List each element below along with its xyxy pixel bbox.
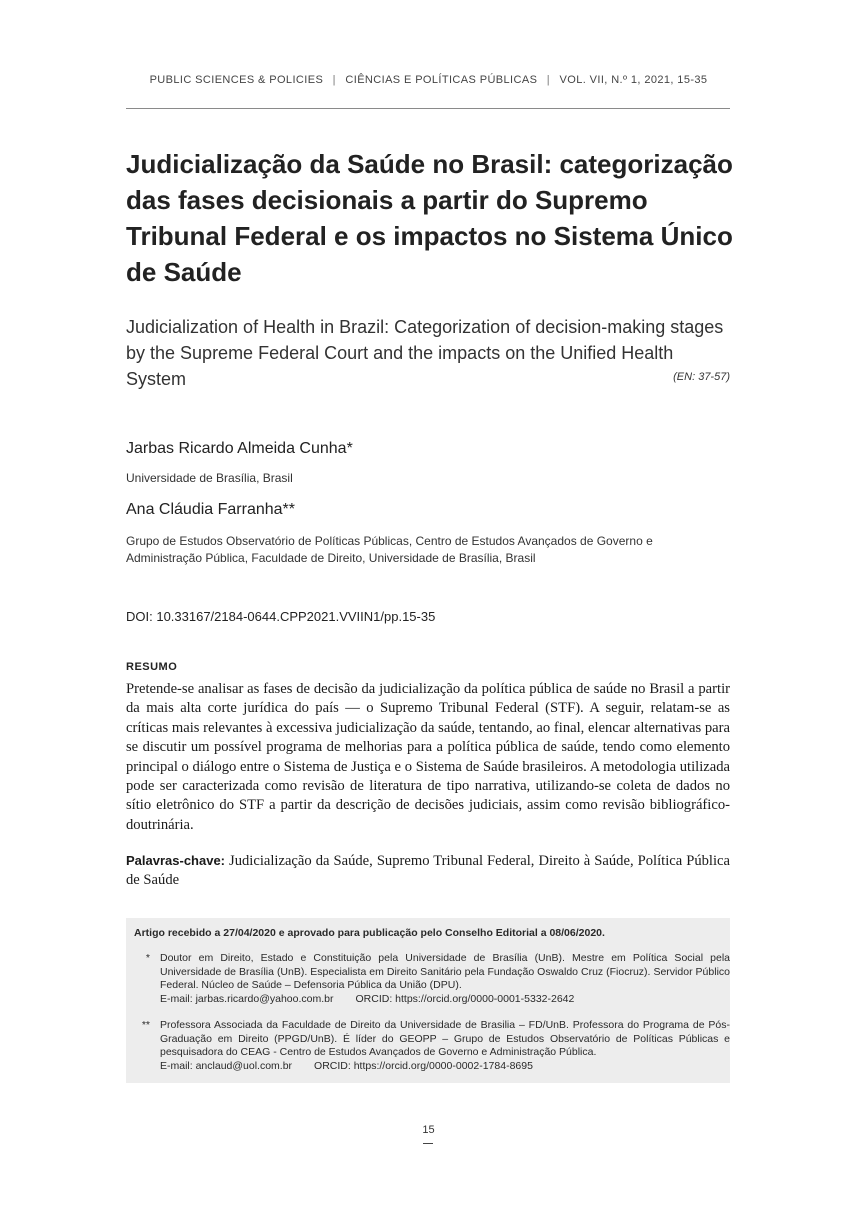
footnote-orcid[interactable]: ORCID: https://orcid.org/0000-0002-1784-8695 xyxy=(314,1059,533,1072)
running-header xyxy=(0,74,857,86)
header-separator: | xyxy=(546,74,551,86)
journal-name-pt: CIÊNCIAS E POLÍTICAS PÚBLICAS xyxy=(345,74,538,86)
journal-name-en: PUBLIC SCIENCES & POLICIES xyxy=(149,74,324,86)
author-affiliation-1: Universidade de Brasília, Brasil xyxy=(126,471,293,485)
volume-info: VOL. VII, N.º 1, 2021, 15-35 xyxy=(559,74,708,86)
header-separator: | xyxy=(332,74,336,86)
footnote-email[interactable]: E-mail: anclaud@uol.com.br xyxy=(160,1059,293,1072)
footnote-orcid[interactable]: ORCID: https://orcid.org/0000-0001-5332-2642 xyxy=(355,992,575,1005)
received-note: Artigo recebido a 27/04/2020 e aprovado para publicação pelo Conselho Editorial a 08/06/2020. xyxy=(134,927,605,939)
doi[interactable]: DOI: 10.33167/2184-0644.CPP2021.VVIIN1/pp.15-35 xyxy=(126,609,436,624)
abstract-body: Pretende-se analisar as fases de decisão da judicialização da política pública de saúde no Brasil a partir da mais alta corte jurídica do país — o Supremo Tribunal Federal (STF). A seguir, relatam-se as críticas mais relevantes à excessiva judicialização da saúde, tentando, ao final, elencar alternativas para se discutir um possível programa de melhorias para a política pública de saúde, tendo como elemento principal o diálogo entre o Sistema de Justiça e o Sistema de Saúde brasileiros. A metodologia utilizada pode ser caracterizada como revisão de literatura de tipo narrativa, utilizando-se coleta de dados no sítio eletrônico do STF a partir da descrição de decisões judiciais, assim como revisão bibliográfico-doutrinária. xyxy=(126,681,730,833)
page-number-rule xyxy=(423,1143,433,1144)
footnote-box xyxy=(126,918,730,1083)
english-version-pages: (EN: 37-57) xyxy=(673,371,730,383)
article-title-en: Judicialization of Health in Brazil: Categorization of decision-making stages by the Supreme Federal Court and the impacts on the Unified Health System xyxy=(126,317,724,389)
footnote-mark: ** xyxy=(141,1019,150,1031)
footnote-text: Professora Associada da Faculdade de Direito da Universidade de Brasilia – FD/UnB. Professora do Programa de Pós-Graduação em Direito (PPGD/UnB). É líder do GEOPP – Grupo de Estudos Observatório de Políticas Públicas e pesquisadora do CEAG - Centro de Estudos Avançados de Governo e Administração Pública. xyxy=(160,1019,730,1059)
keywords xyxy=(126,851,730,891)
author-name-1: Jarbas Ricardo Almeida Cunha* xyxy=(126,440,353,457)
keywords-label: Palavras-chave: xyxy=(126,853,226,868)
header-rule xyxy=(126,108,730,109)
footnote-text: Doutor em Direito, Estado e Constituição pela Universidade de Brasília (UnB). Mestre em Política Social pela Universidade de Brasília (UnB). Especialista em Direito Sanitário pela Fundação Oswaldo Cruz (Fiocruz). Servidor Público Federal. Núcleo de Saúde – Defensoria Pública da União (DPU). xyxy=(160,952,730,992)
page-number: 15 xyxy=(422,1124,435,1136)
footnote-mark: * xyxy=(145,952,150,964)
abstract-heading: RESUMO xyxy=(126,661,178,673)
author-affiliation-2: Grupo de Estudos Observatório de Políticas Públicas, Centro de Estudos Avançados de Governo e Administração Pública, Faculdade de Direito, Universidade de Brasília, Brasil xyxy=(126,534,653,565)
footnote-email[interactable]: E-mail: jarbas.ricardo@yahoo.com.br xyxy=(160,992,334,1005)
article-title-pt: Judicialização da Saúde no Brasil: categorização das fases decisionais a partir do Supremo Tribunal Federal e os impactos no Sistema Único de Saúde xyxy=(126,149,733,287)
author-name-2: Ana Cláudia Farranha** xyxy=(126,501,295,518)
keywords-text: Judicialização da Saúde, Supremo Tribunal Federal, Direito à Saúde, Política Pública de Saúde xyxy=(126,853,730,889)
